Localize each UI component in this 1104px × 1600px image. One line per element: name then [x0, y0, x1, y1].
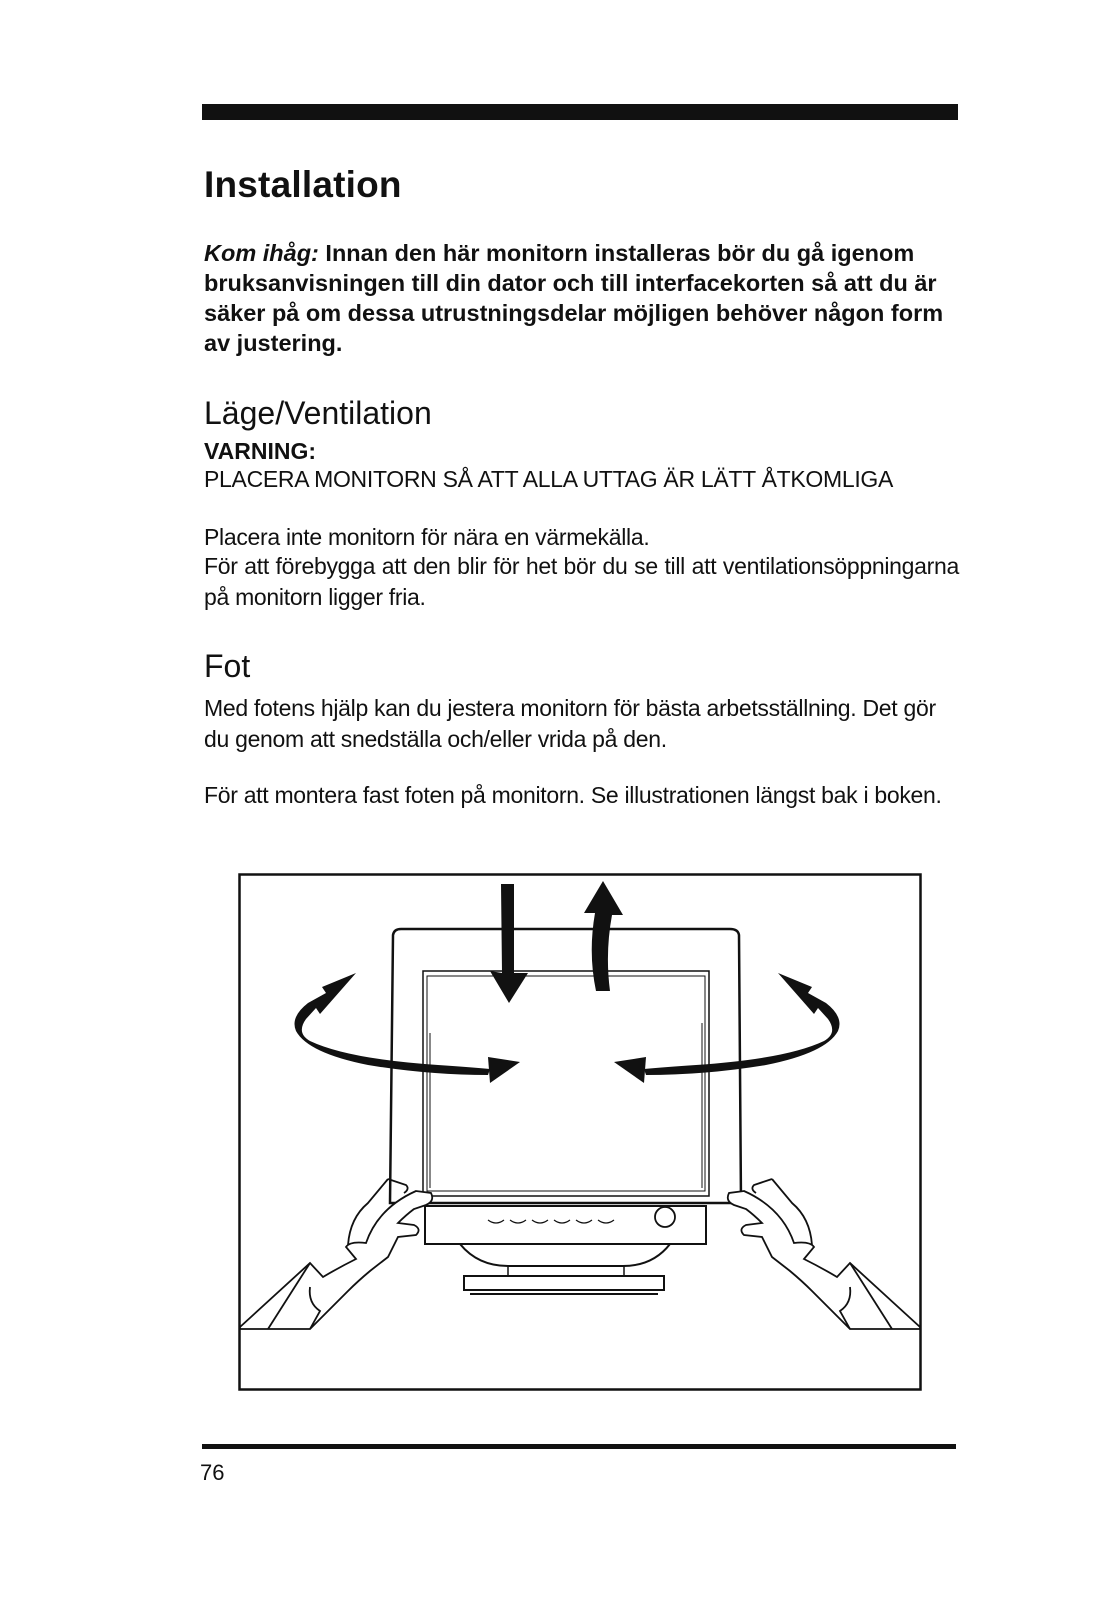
bottom-rule: [202, 1444, 956, 1449]
fot-paragraph-2: För att montera fast foten på monitorn. Se illustrationen längst bak i boken.: [204, 782, 942, 808]
intro-note-label: Kom ihåg:: [204, 240, 319, 266]
intro-text: Innan den här monitorn installeras bör du gå igenom bruksanvisningen till din dator och till interfacekorten så att du är säker på om dessa utrustningsdelar möjligen behöver någon form av justering.: [204, 240, 944, 356]
warning-label: VARNING:: [204, 438, 317, 464]
page-title: Installation: [204, 164, 402, 205]
page-number: 76: [200, 1460, 225, 1485]
intro-paragraph: [204, 238, 959, 358]
right-hand-drawing: [728, 1179, 920, 1329]
ventilation-heading: Läge/Ventilation: [204, 395, 432, 431]
monitor-drawing: [390, 929, 741, 1294]
warning-text: PLACERA MONITORN SÅ ATT ALLA UTTAG ÄR LÄTT ÅTKOMLIGA: [204, 466, 894, 492]
fot-paragraph-1: Med fotens hjälp kan du jestera monitorn för bästa arbetsställning. Det gör du genom att snedställa och/eller vrida på den.: [204, 695, 936, 752]
monitor-adjustment-illustration: [238, 873, 922, 1403]
ventilation-paragraph-1: Placera inte monitorn för nära en värmekälla.: [204, 524, 650, 550]
left-hand-drawing: [240, 1179, 432, 1329]
ventilation-paragraph-2: För att förebygga att den blir för het bör du se till att ventilationsöppningarna på monitorn ligger fria.: [204, 553, 959, 610]
top-rule: [202, 104, 958, 120]
fot-heading: Fot: [204, 648, 251, 684]
